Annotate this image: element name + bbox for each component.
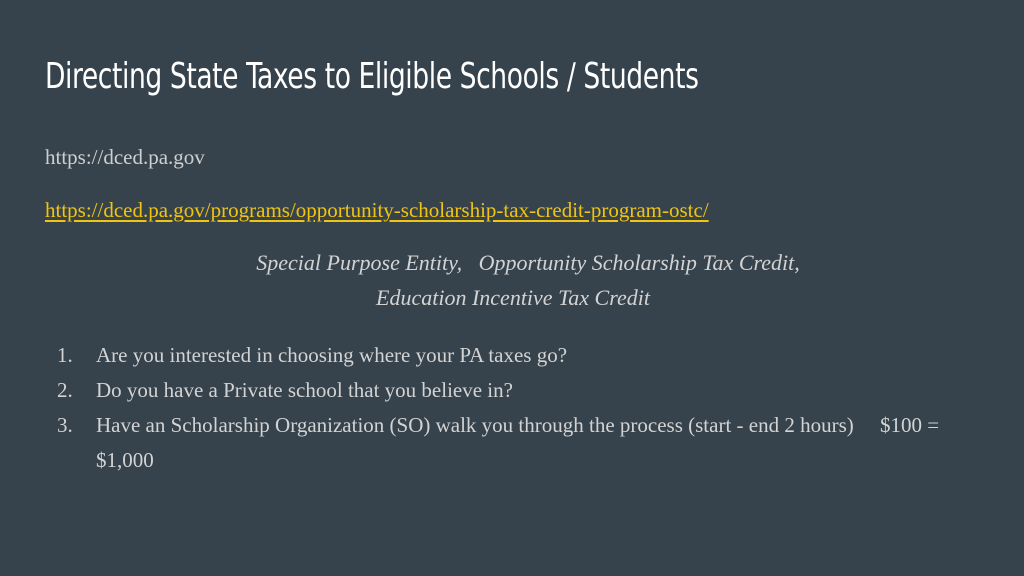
subtitle-line-1: Special Purpose Entity, Opportunity Scholarship Tax Credit, <box>256 250 800 275</box>
numbered-list <box>57 338 997 478</box>
list-item-number: 3. <box>57 413 73 437</box>
subtitle-line-2: Education Incentive Tax Credit <box>376 285 650 310</box>
list-item <box>57 408 997 478</box>
list-item-number: 1. <box>57 343 73 367</box>
list-item <box>57 338 997 373</box>
list-item-text: Do you have a Private school that you believe in? <box>96 378 513 402</box>
list-item-text: Are you interested in choosing where your PA taxes go? <box>96 343 568 367</box>
list-item <box>57 373 997 408</box>
list-item-number: 2. <box>57 378 73 402</box>
slide-title: Directing State Taxes to Eligible Schools / Students <box>45 56 699 97</box>
plain-url-text: https://dced.pa.gov <box>45 145 205 169</box>
program-link[interactable]: https://dced.pa.gov/programs/opportunity-scholarship-tax-credit-program-ostc/ <box>45 198 709 222</box>
list-item-text: Have an Scholarship Organization (SO) walk you through the process (start - end 2 hours) $100 = $1,000 <box>96 413 945 472</box>
